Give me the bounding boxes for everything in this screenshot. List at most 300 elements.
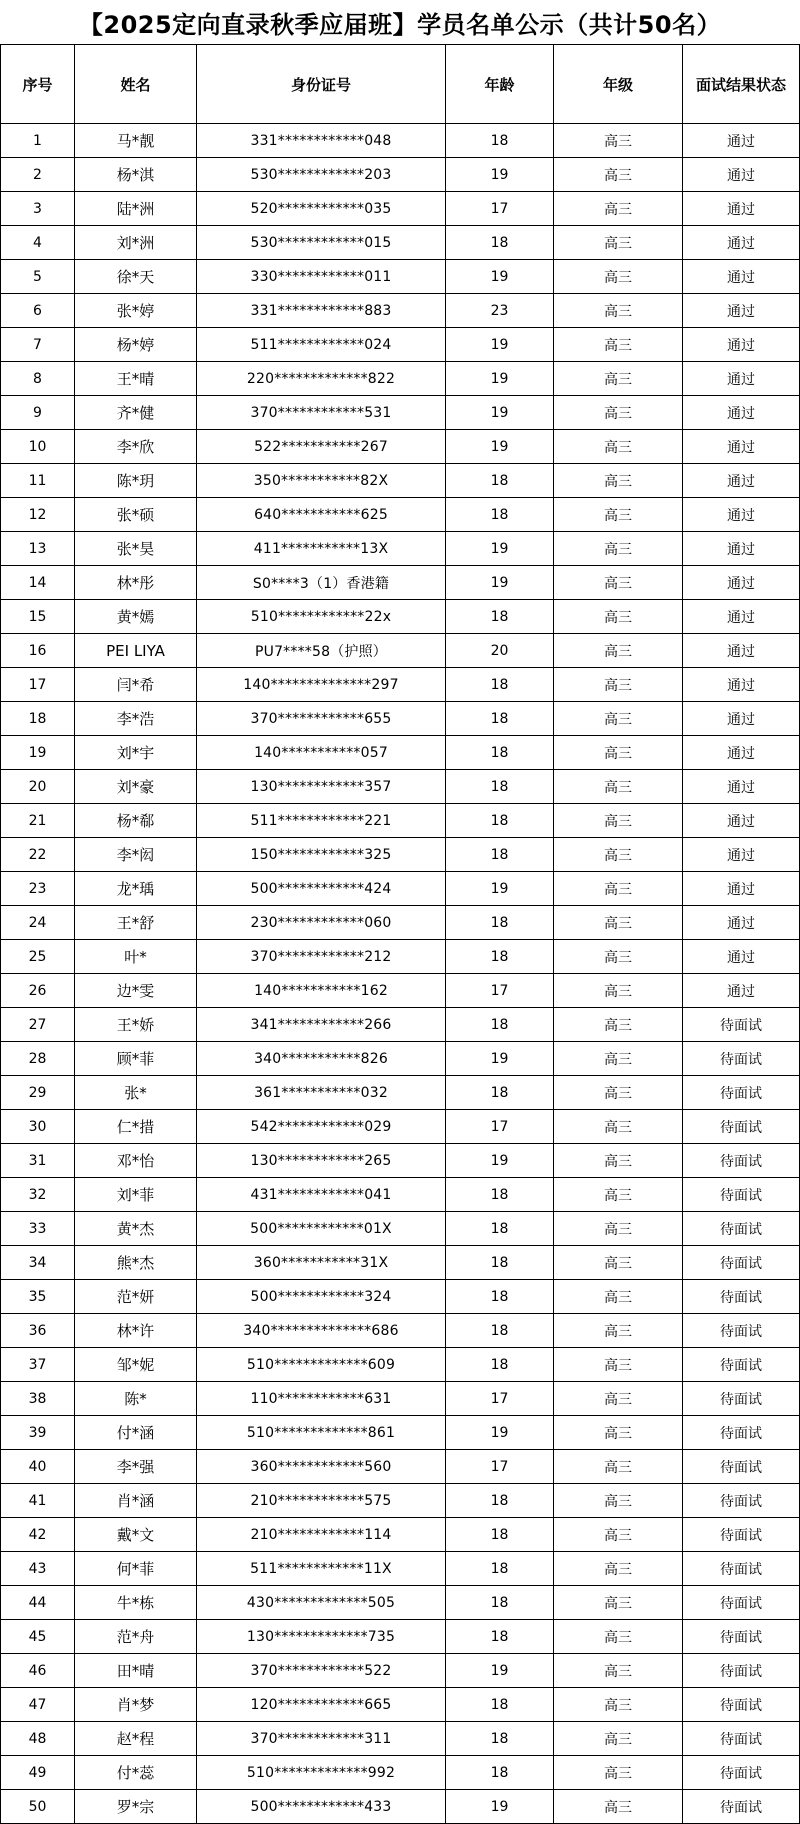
table-row (1, 1178, 800, 1212)
cell-index: 31 (1, 1144, 75, 1178)
table-row (1, 974, 800, 1008)
cell-grade: 高三 (554, 634, 683, 668)
cell-interview-status: 待面试 (683, 1348, 800, 1382)
cell-id-number: 331************048 (197, 124, 446, 158)
cell-interview-status: 通过 (683, 974, 800, 1008)
cell-id-number: 130************265 (197, 1144, 446, 1178)
header-id-number: 身份证号 (197, 45, 446, 124)
cell-index: 27 (1, 1008, 75, 1042)
table-row (1, 872, 800, 906)
cell-grade: 高三 (554, 1484, 683, 1518)
table-row (1, 736, 800, 770)
cell-interview-status: 待面试 (683, 1416, 800, 1450)
cell-interview-status: 待面试 (683, 1042, 800, 1076)
cell-id-number: 522***********267 (197, 430, 446, 464)
cell-age: 18 (446, 668, 554, 702)
cell-age: 19 (446, 430, 554, 464)
cell-age: 18 (446, 1756, 554, 1790)
table-row (1, 770, 800, 804)
cell-name: 李*闳 (75, 838, 197, 872)
cell-name: 刘*豪 (75, 770, 197, 804)
page-title: 【2025定向直录秋季应届班】学员名单公示（共计50名） (78, 10, 722, 39)
cell-name: 仁*措 (75, 1110, 197, 1144)
table-row (1, 600, 800, 634)
cell-age: 18 (446, 226, 554, 260)
cell-grade: 高三 (554, 1790, 683, 1824)
cell-interview-status: 通过 (683, 464, 800, 498)
cell-id-number: S0****3（1）香港籍 (197, 566, 446, 600)
cell-index: 16 (1, 634, 75, 668)
table-row (1, 1722, 800, 1756)
cell-interview-status: 待面试 (683, 1212, 800, 1246)
table-row (1, 1246, 800, 1280)
cell-age: 18 (446, 1586, 554, 1620)
cell-name: 范*妍 (75, 1280, 197, 1314)
cell-index: 36 (1, 1314, 75, 1348)
table-row (1, 396, 800, 430)
cell-id-number: 331************883 (197, 294, 446, 328)
cell-index: 2 (1, 158, 75, 192)
cell-index: 32 (1, 1178, 75, 1212)
cell-id-number: 360************560 (197, 1450, 446, 1484)
cell-age: 18 (446, 1280, 554, 1314)
cell-index: 22 (1, 838, 75, 872)
cell-name: 边*雯 (75, 974, 197, 1008)
cell-interview-status: 待面试 (683, 1008, 800, 1042)
cell-age: 18 (446, 1212, 554, 1246)
cell-index: 18 (1, 702, 75, 736)
cell-name: 张* (75, 1076, 197, 1110)
cell-id-number: 430*************505 (197, 1586, 446, 1620)
cell-index: 39 (1, 1416, 75, 1450)
cell-id-number: 220*************822 (197, 362, 446, 396)
cell-index: 38 (1, 1382, 75, 1416)
table-row (1, 158, 800, 192)
cell-id-number: PU7****58（护照） (197, 634, 446, 668)
cell-id-number: 520************035 (197, 192, 446, 226)
cell-index: 43 (1, 1552, 75, 1586)
table-row (1, 1620, 800, 1654)
cell-age: 18 (446, 1008, 554, 1042)
table-row (1, 1586, 800, 1620)
cell-age: 18 (446, 1518, 554, 1552)
header-interview-status: 面试结果状态 (683, 45, 800, 124)
table-row (1, 702, 800, 736)
cell-grade: 高三 (554, 1416, 683, 1450)
cell-name: 田*晴 (75, 1654, 197, 1688)
cell-name: 杨*淇 (75, 158, 197, 192)
cell-name: 何*菲 (75, 1552, 197, 1586)
cell-interview-status: 通过 (683, 532, 800, 566)
cell-interview-status: 通过 (683, 498, 800, 532)
cell-name: 刘*宇 (75, 736, 197, 770)
header-name: 姓名 (75, 45, 197, 124)
cell-index: 24 (1, 906, 75, 940)
cell-interview-status: 通过 (683, 906, 800, 940)
cell-name: 张*婷 (75, 294, 197, 328)
cell-index: 44 (1, 1586, 75, 1620)
cell-name: 罗*宗 (75, 1790, 197, 1824)
cell-id-number: 510************22x (197, 600, 446, 634)
cell-grade: 高三 (554, 804, 683, 838)
cell-name: 黄*杰 (75, 1212, 197, 1246)
cell-interview-status: 待面试 (683, 1688, 800, 1722)
cell-interview-status: 待面试 (683, 1280, 800, 1314)
cell-age: 19 (446, 1416, 554, 1450)
cell-id-number: 370************655 (197, 702, 446, 736)
cell-index: 30 (1, 1110, 75, 1144)
cell-name: 王*舒 (75, 906, 197, 940)
cell-name: 戴*文 (75, 1518, 197, 1552)
cell-grade: 高三 (554, 362, 683, 396)
cell-interview-status: 待面试 (683, 1790, 800, 1824)
cell-name: 林*许 (75, 1314, 197, 1348)
table-row (1, 362, 800, 396)
cell-id-number: 640***********625 (197, 498, 446, 532)
cell-interview-status: 待面试 (683, 1450, 800, 1484)
cell-name: 牛*栋 (75, 1586, 197, 1620)
cell-index: 3 (1, 192, 75, 226)
cell-name: 付*蕊 (75, 1756, 197, 1790)
cell-id-number: 210************114 (197, 1518, 446, 1552)
cell-grade: 高三 (554, 430, 683, 464)
cell-id-number: 150************325 (197, 838, 446, 872)
cell-interview-status: 待面试 (683, 1518, 800, 1552)
cell-grade: 高三 (554, 1314, 683, 1348)
cell-age: 18 (446, 1314, 554, 1348)
cell-name: 闫*希 (75, 668, 197, 702)
table-row (1, 1348, 800, 1382)
cell-grade: 高三 (554, 1552, 683, 1586)
cell-grade: 高三 (554, 1348, 683, 1382)
cell-id-number: 530************015 (197, 226, 446, 260)
cell-grade: 高三 (554, 736, 683, 770)
cell-id-number: 511************221 (197, 804, 446, 838)
cell-id-number: 431************041 (197, 1178, 446, 1212)
cell-age: 18 (446, 702, 554, 736)
cell-age: 17 (446, 1382, 554, 1416)
cell-grade: 高三 (554, 158, 683, 192)
cell-interview-status: 通过 (683, 328, 800, 362)
cell-age: 18 (446, 1076, 554, 1110)
cell-name: 肖*涵 (75, 1484, 197, 1518)
cell-grade: 高三 (554, 1008, 683, 1042)
cell-age: 17 (446, 192, 554, 226)
cell-index: 19 (1, 736, 75, 770)
table-row (1, 1144, 800, 1178)
cell-id-number: 140**************297 (197, 668, 446, 702)
cell-index: 11 (1, 464, 75, 498)
cell-interview-status: 通过 (683, 430, 800, 464)
cell-index: 26 (1, 974, 75, 1008)
header-index: 序号 (1, 45, 75, 124)
table-row (1, 328, 800, 362)
cell-index: 10 (1, 430, 75, 464)
cell-age: 18 (446, 1178, 554, 1212)
cell-age: 23 (446, 294, 554, 328)
cell-grade: 高三 (554, 906, 683, 940)
cell-index: 25 (1, 940, 75, 974)
cell-id-number: 230************060 (197, 906, 446, 940)
cell-interview-status: 通过 (683, 192, 800, 226)
cell-interview-status: 通过 (683, 124, 800, 158)
cell-grade: 高三 (554, 1756, 683, 1790)
cell-grade: 高三 (554, 1688, 683, 1722)
cell-name: 赵*程 (75, 1722, 197, 1756)
cell-interview-status: 通过 (683, 634, 800, 668)
cell-age: 18 (446, 498, 554, 532)
cell-age: 19 (446, 1042, 554, 1076)
cell-index: 21 (1, 804, 75, 838)
cell-grade: 高三 (554, 1382, 683, 1416)
table-row (1, 498, 800, 532)
table-row (1, 668, 800, 702)
table-row (1, 1484, 800, 1518)
cell-id-number: 350***********82X (197, 464, 446, 498)
cell-name: 刘*洲 (75, 226, 197, 260)
cell-age: 18 (446, 940, 554, 974)
cell-name: 王*娇 (75, 1008, 197, 1042)
cell-grade: 高三 (554, 192, 683, 226)
cell-id-number: 511************11X (197, 1552, 446, 1586)
cell-grade: 高三 (554, 838, 683, 872)
table-row (1, 1552, 800, 1586)
cell-id-number: 510*************992 (197, 1756, 446, 1790)
cell-id-number: 140***********057 (197, 736, 446, 770)
cell-age: 18 (446, 1688, 554, 1722)
cell-grade: 高三 (554, 1178, 683, 1212)
cell-age: 18 (446, 1348, 554, 1382)
cell-age: 18 (446, 770, 554, 804)
cell-grade: 高三 (554, 328, 683, 362)
table-row (1, 838, 800, 872)
cell-age: 19 (446, 1144, 554, 1178)
cell-grade: 高三 (554, 124, 683, 158)
cell-index: 15 (1, 600, 75, 634)
cell-age: 18 (446, 600, 554, 634)
table-row (1, 1518, 800, 1552)
cell-age: 18 (446, 906, 554, 940)
cell-grade: 高三 (554, 1518, 683, 1552)
cell-grade: 高三 (554, 770, 683, 804)
cell-interview-status: 通过 (683, 566, 800, 600)
table-row (1, 1790, 800, 1824)
table-row (1, 566, 800, 600)
cell-id-number: 330************011 (197, 260, 446, 294)
table-body (1, 124, 800, 1824)
cell-index: 28 (1, 1042, 75, 1076)
cell-id-number: 500************324 (197, 1280, 446, 1314)
cell-grade: 高三 (554, 872, 683, 906)
table-row (1, 634, 800, 668)
cell-id-number: 120************665 (197, 1688, 446, 1722)
cell-index: 17 (1, 668, 75, 702)
cell-id-number: 341************266 (197, 1008, 446, 1042)
cell-name: 刘*菲 (75, 1178, 197, 1212)
cell-name: 龙*瑀 (75, 872, 197, 906)
cell-name: 李*欣 (75, 430, 197, 464)
cell-interview-status: 通过 (683, 804, 800, 838)
table-row (1, 1280, 800, 1314)
cell-grade: 高三 (554, 1212, 683, 1246)
table-row (1, 1042, 800, 1076)
cell-id-number: 500************01X (197, 1212, 446, 1246)
table-row (1, 1314, 800, 1348)
cell-age: 19 (446, 872, 554, 906)
cell-id-number: 110************631 (197, 1382, 446, 1416)
cell-age: 18 (446, 1246, 554, 1280)
cell-index: 12 (1, 498, 75, 532)
cell-grade: 高三 (554, 1042, 683, 1076)
cell-grade: 高三 (554, 1620, 683, 1654)
cell-age: 19 (446, 328, 554, 362)
table-row (1, 260, 800, 294)
cell-grade: 高三 (554, 940, 683, 974)
cell-interview-status: 待面试 (683, 1654, 800, 1688)
table-row (1, 1110, 800, 1144)
table-row (1, 1382, 800, 1416)
table-row (1, 1688, 800, 1722)
cell-index: 49 (1, 1756, 75, 1790)
cell-id-number: 210************575 (197, 1484, 446, 1518)
cell-name: 邹*妮 (75, 1348, 197, 1382)
cell-index: 8 (1, 362, 75, 396)
cell-id-number: 360***********31X (197, 1246, 446, 1280)
table-row (1, 294, 800, 328)
cell-id-number: 370************212 (197, 940, 446, 974)
cell-name: 林*彤 (75, 566, 197, 600)
cell-interview-status: 通过 (683, 668, 800, 702)
table-row (1, 906, 800, 940)
cell-interview-status: 待面试 (683, 1144, 800, 1178)
cell-index: 9 (1, 396, 75, 430)
student-roster-table (0, 44, 800, 1824)
cell-age: 19 (446, 396, 554, 430)
cell-index: 37 (1, 1348, 75, 1382)
cell-id-number: 510*************861 (197, 1416, 446, 1450)
cell-index: 20 (1, 770, 75, 804)
cell-grade: 高三 (554, 1144, 683, 1178)
cell-name: 王*晴 (75, 362, 197, 396)
cell-interview-status: 待面试 (683, 1178, 800, 1212)
cell-id-number: 500************424 (197, 872, 446, 906)
cell-index: 5 (1, 260, 75, 294)
cell-index: 33 (1, 1212, 75, 1246)
cell-grade: 高三 (554, 226, 683, 260)
cell-id-number: 370************311 (197, 1722, 446, 1756)
table-row (1, 464, 800, 498)
cell-index: 7 (1, 328, 75, 362)
cell-index: 1 (1, 124, 75, 158)
cell-age: 19 (446, 532, 554, 566)
cell-name: 张*硕 (75, 498, 197, 532)
cell-age: 19 (446, 1654, 554, 1688)
cell-grade: 高三 (554, 566, 683, 600)
cell-id-number: 370************522 (197, 1654, 446, 1688)
cell-index: 46 (1, 1654, 75, 1688)
cell-interview-status: 通过 (683, 294, 800, 328)
cell-grade: 高三 (554, 668, 683, 702)
cell-interview-status: 通过 (683, 702, 800, 736)
cell-interview-status: 待面试 (683, 1620, 800, 1654)
table-row (1, 430, 800, 464)
cell-age: 19 (446, 362, 554, 396)
cell-id-number: 530************203 (197, 158, 446, 192)
cell-index: 35 (1, 1280, 75, 1314)
cell-age: 18 (446, 804, 554, 838)
cell-age: 17 (446, 1450, 554, 1484)
cell-interview-status: 待面试 (683, 1076, 800, 1110)
cell-id-number: 510*************609 (197, 1348, 446, 1382)
cell-id-number: 411***********13X (197, 532, 446, 566)
cell-name: 齐*健 (75, 396, 197, 430)
cell-grade: 高三 (554, 294, 683, 328)
cell-name: 黄*嫣 (75, 600, 197, 634)
table-row (1, 1450, 800, 1484)
table-row (1, 1756, 800, 1790)
header-age: 年龄 (446, 45, 554, 124)
cell-interview-status: 通过 (683, 260, 800, 294)
cell-age: 19 (446, 566, 554, 600)
cell-name: 叶* (75, 940, 197, 974)
cell-age: 19 (446, 1790, 554, 1824)
cell-age: 18 (446, 1552, 554, 1586)
cell-index: 29 (1, 1076, 75, 1110)
cell-age: 18 (446, 838, 554, 872)
cell-id-number: 130************357 (197, 770, 446, 804)
cell-interview-status: 待面试 (683, 1314, 800, 1348)
cell-index: 47 (1, 1688, 75, 1722)
cell-index: 48 (1, 1722, 75, 1756)
cell-grade: 高三 (554, 1076, 683, 1110)
cell-name: 熊*杰 (75, 1246, 197, 1280)
cell-age: 17 (446, 974, 554, 1008)
cell-grade: 高三 (554, 260, 683, 294)
cell-index: 42 (1, 1518, 75, 1552)
cell-interview-status: 待面试 (683, 1756, 800, 1790)
cell-id-number: 340***********826 (197, 1042, 446, 1076)
cell-index: 40 (1, 1450, 75, 1484)
header-grade: 年级 (554, 45, 683, 124)
cell-index: 4 (1, 226, 75, 260)
cell-age: 18 (446, 124, 554, 158)
table-header-row (1, 45, 800, 124)
cell-name: 付*涵 (75, 1416, 197, 1450)
cell-age: 18 (446, 1722, 554, 1756)
cell-age: 18 (446, 736, 554, 770)
cell-interview-status: 通过 (683, 600, 800, 634)
cell-age: 19 (446, 158, 554, 192)
cell-name: 杨*婷 (75, 328, 197, 362)
cell-interview-status: 通过 (683, 158, 800, 192)
cell-name: 顾*菲 (75, 1042, 197, 1076)
cell-id-number: 370************531 (197, 396, 446, 430)
cell-age: 18 (446, 1620, 554, 1654)
cell-name: 张*昊 (75, 532, 197, 566)
cell-age: 19 (446, 260, 554, 294)
cell-index: 6 (1, 294, 75, 328)
cell-grade: 高三 (554, 974, 683, 1008)
cell-grade: 高三 (554, 498, 683, 532)
cell-name: 陈* (75, 1382, 197, 1416)
cell-name: 马*靓 (75, 124, 197, 158)
table-row (1, 124, 800, 158)
table-row (1, 1076, 800, 1110)
cell-grade: 高三 (554, 1722, 683, 1756)
cell-grade: 高三 (554, 396, 683, 430)
cell-interview-status: 通过 (683, 396, 800, 430)
cell-name: 李*浩 (75, 702, 197, 736)
